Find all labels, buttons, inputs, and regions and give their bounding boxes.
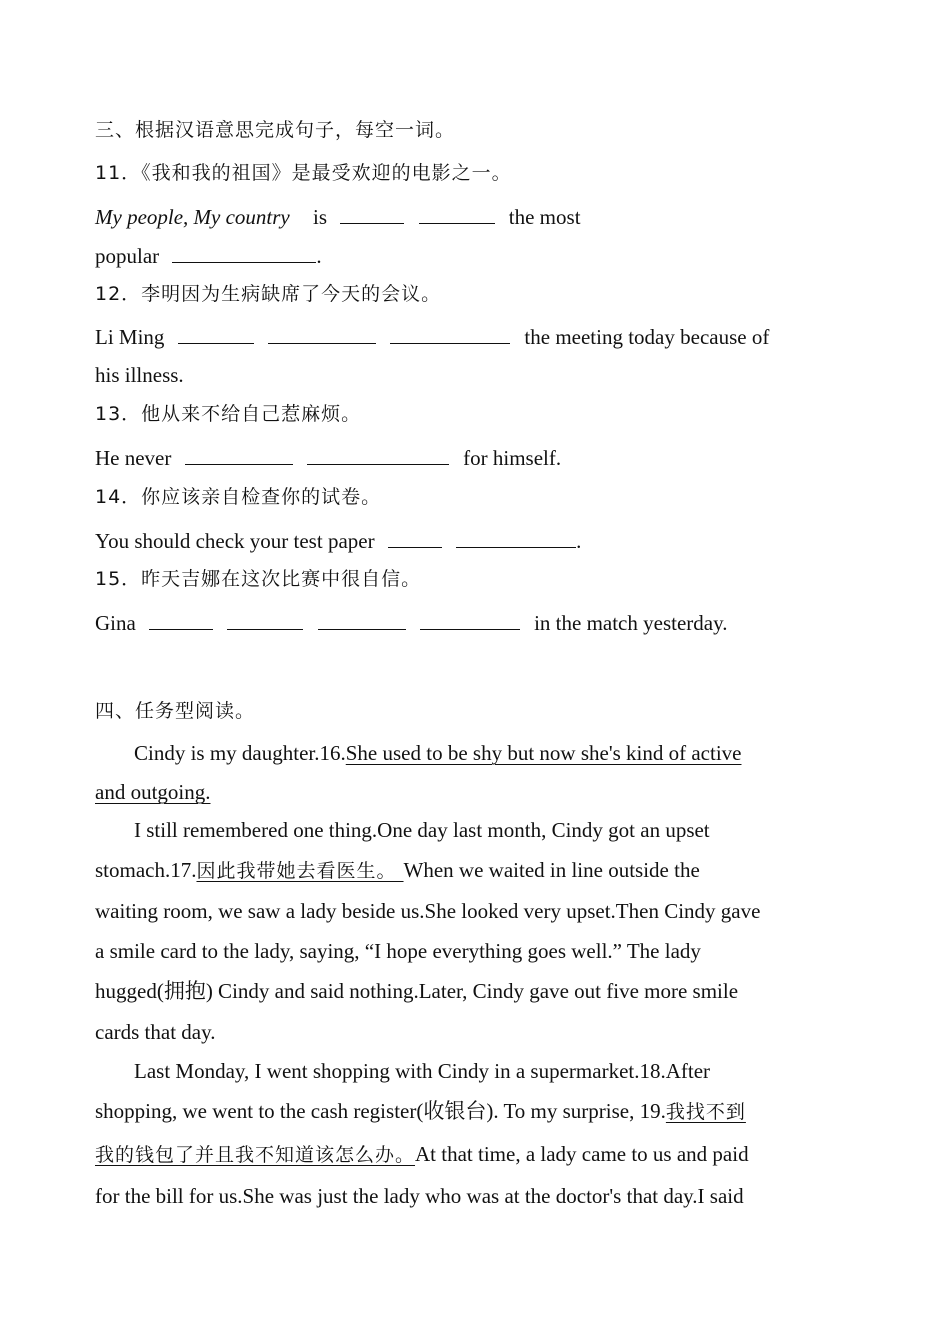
q11-period: . [316, 244, 322, 268]
passage-text: shopping, we went to the cash register(收银台). To my surprise, 19. [95, 1099, 666, 1123]
passage-line: waiting room, we saw a lady beside us.She looked very upset.Then Cindy gave [95, 899, 761, 923]
q15-line-1 [95, 609, 727, 636]
q11-blank-2[interactable] [419, 203, 495, 224]
passage-line: hugged(拥抱) Cindy and said nothing.Later, Cindy gave out five more smile [95, 979, 739, 1003]
q12-blank-1[interactable] [178, 323, 254, 344]
section-3-heading: 三、根据汉语意思完成句子，每空一词。 [95, 119, 456, 141]
underlined-sentence-16-cont: and outgoing. [95, 780, 211, 804]
q15-blank-2[interactable] [227, 609, 303, 630]
underlined-sentence-17: 因此我带她去看医生。 [196, 860, 404, 882]
passage-line: Last Monday, I went shopping with Cindy in a supermarket.18.After [134, 1059, 711, 1083]
passage-line: a smile card to the lady, saying, “I hope everything goes well.” The lady [95, 939, 701, 963]
underlined-sentence-16: She used to be shy but now she's kind of active [345, 741, 742, 765]
q14-line-1 [95, 527, 581, 554]
q15-text-end: in the match yesterday. [534, 611, 728, 635]
q13-blank-1[interactable] [185, 444, 293, 465]
q15-blank-3[interactable] [318, 609, 406, 630]
passage-line: I still remembered one thing.One day last month, Cindy got an upset [134, 818, 710, 842]
q11-line-1 [95, 203, 581, 230]
q14-prompt: 14．你应该亲自检查你的试卷。 [95, 486, 382, 508]
q12-line-1 [95, 323, 769, 350]
q12-blank-3[interactable] [390, 323, 510, 344]
passage-line [95, 1141, 749, 1168]
passage-line [134, 740, 741, 766]
q12-text-end: the meeting today because of [524, 325, 770, 349]
q15-text-gina: Gina [95, 611, 136, 635]
q11-blank-1[interactable] [340, 203, 404, 224]
q11-line-2 [95, 242, 322, 269]
q11-prompt: 11．《我和我的祖国》是最受欢迎的电影之一。 [95, 162, 512, 184]
q14-blank-2[interactable] [456, 527, 576, 548]
passage-line [95, 779, 211, 805]
q15-blank-4[interactable] [420, 609, 520, 630]
underlined-sentence-19-cont: 我的钱包了并且我不知道该怎么办。 [95, 1144, 416, 1166]
q14-blank-1[interactable] [388, 527, 442, 548]
q14-period: . [576, 529, 582, 553]
q13-line-1 [95, 444, 561, 471]
q13-prompt: 13．他从来不给自己惹麻烦。 [95, 403, 362, 425]
passage-text: At that time, a lady came to us and paid [415, 1142, 749, 1166]
passage-line [95, 857, 700, 884]
q15-prompt: 15．昨天吉娜在这次比赛中很自信。 [95, 568, 422, 590]
passage-text: stomach.17. [95, 858, 197, 882]
q14-text-start: You should check your test paper [95, 529, 375, 553]
q15-blank-1[interactable] [149, 609, 213, 630]
q12-blank-2[interactable] [268, 323, 376, 344]
q12-text-li-ming: Li Ming [95, 325, 165, 349]
q12-text-his-illness: his illness. [95, 363, 184, 387]
passage-text: Cindy is my daughter.16. [134, 741, 346, 765]
section-4-heading: 四、任务型阅读。 [95, 700, 256, 722]
q11-text-the-most: the most [508, 205, 581, 229]
q11-text-is: is [313, 205, 328, 229]
passage-line [95, 1098, 746, 1125]
q11-blank-3[interactable] [172, 242, 316, 263]
q11-film-title: My people, My country [95, 205, 290, 229]
q11-text-popular: popular [95, 244, 160, 268]
passage-text: When we waited in line outside the [403, 858, 700, 882]
q13-blank-2[interactable] [307, 444, 449, 465]
underlined-sentence-19: 我找不到 [665, 1101, 746, 1123]
passage-line: cards that day. [95, 1020, 216, 1044]
q13-text-end: for himself. [463, 446, 562, 470]
q12-prompt: 12．李明因为生病缺席了今天的会议。 [95, 283, 442, 305]
passage-line: for the bill for us.She was just the lady who was at the doctor's that day.I said [95, 1184, 744, 1208]
q13-text-he-never: He never [95, 446, 172, 470]
